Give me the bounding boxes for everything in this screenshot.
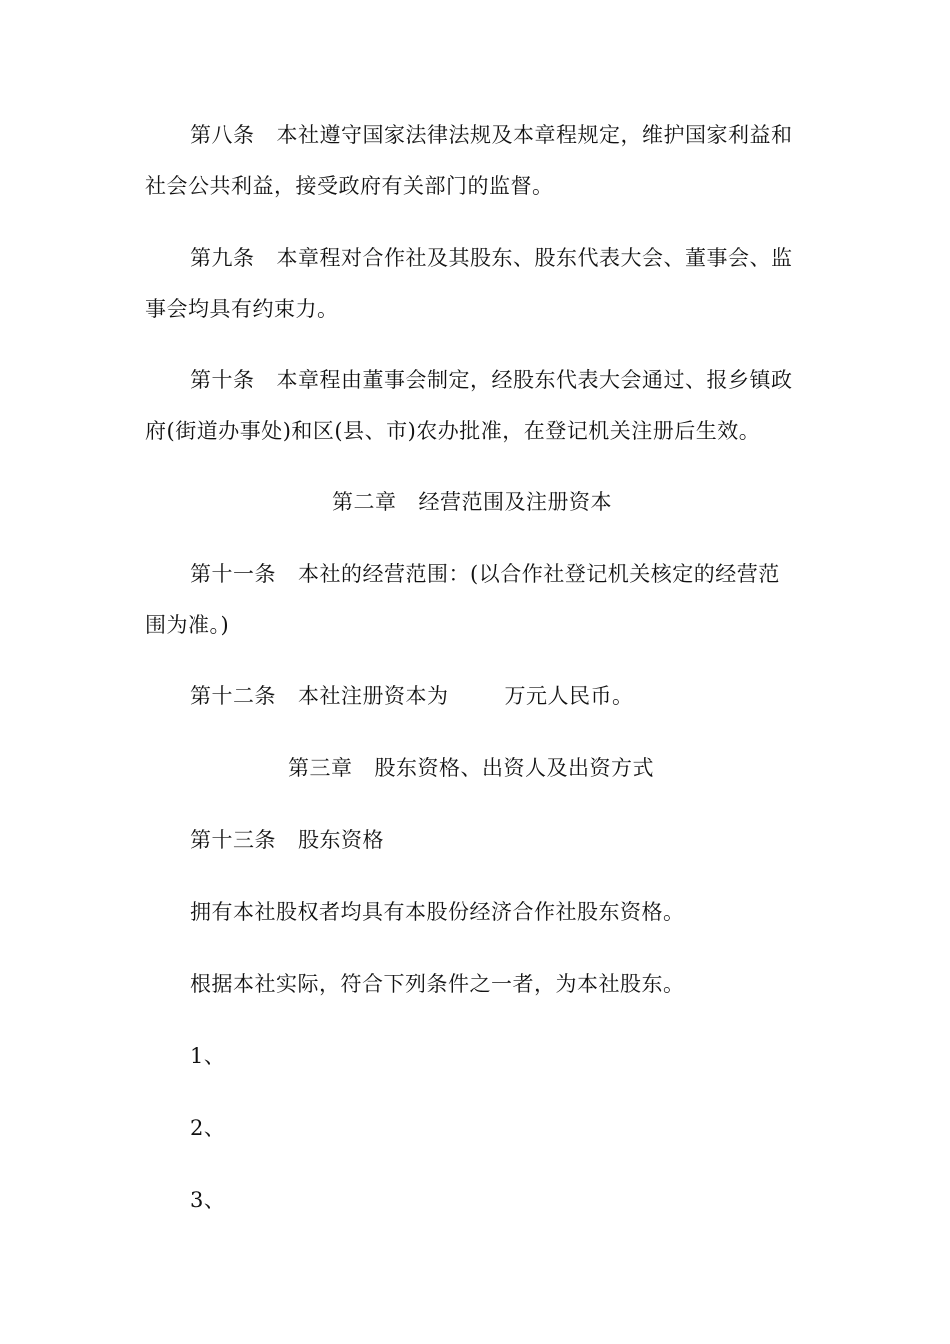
article-10-number: 第十条 [190,368,255,392]
article-13-paragraph-1: 拥有本社股权者均具有本股份经济合作社股东资格。 [190,900,685,924]
article-8-line-1 [190,121,793,149]
article-12-number: 第十二条 [190,684,276,708]
list-item: 2、 [190,1116,226,1140]
article-10-line-2: 府(街道办事处)和区(县、市)农办批准，在登记机关注册后生效。 [145,419,761,443]
article-11-line-1 [190,560,780,588]
article-13-title: 股东资格 [298,828,384,852]
article-12-text-before: 本社注册资本为 [298,684,449,708]
article-9-text-1: 本章程对合作社及其股东、股东代表大会、董事会、监 [276,246,793,270]
article-13-heading [190,826,384,854]
chapter-3-title: 股东资格、出资人及出资方式 [374,756,654,780]
article-8-line-2: 社会公共利益，接受政府有关部门的监督。 [145,174,554,198]
chapter-3-number: 第三章 [288,756,353,780]
chapter-3-heading [288,754,654,782]
article-8-text-1: 本社遵守国家法律法规及本章程规定，维护国家利益和 [276,123,793,147]
article-12-line [190,682,634,710]
article-10-line-1 [190,366,793,394]
article-13-number: 第十三条 [190,828,276,852]
article-11-number: 第十一条 [190,562,276,586]
article-12-text-after: 万元人民币。 [504,684,634,708]
article-11-text-1: 本社的经营范围：(以合作社登记机关核定的经营范 [298,562,780,586]
chapter-2-title: 经营范围及注册资本 [418,490,612,514]
list-item: 1、 [190,1044,226,1068]
article-8-number: 第八条 [190,123,255,147]
article-10-text-1: 本章程由董事会制定，经股东代表大会通过、报乡镇政 [276,368,793,392]
article-9-number: 第九条 [190,246,255,270]
article-9-line-1 [190,244,793,272]
chapter-2-number: 第二章 [332,490,397,514]
chapter-2-heading [332,488,612,516]
article-13-paragraph-2: 根据本社实际，符合下列条件之一者，为本社股东。 [190,972,685,996]
article-11-line-2: 围为准。) [145,613,230,637]
article-9-line-2: 事会均具有约束力。 [145,297,339,321]
list-item: 3、 [190,1188,226,1212]
